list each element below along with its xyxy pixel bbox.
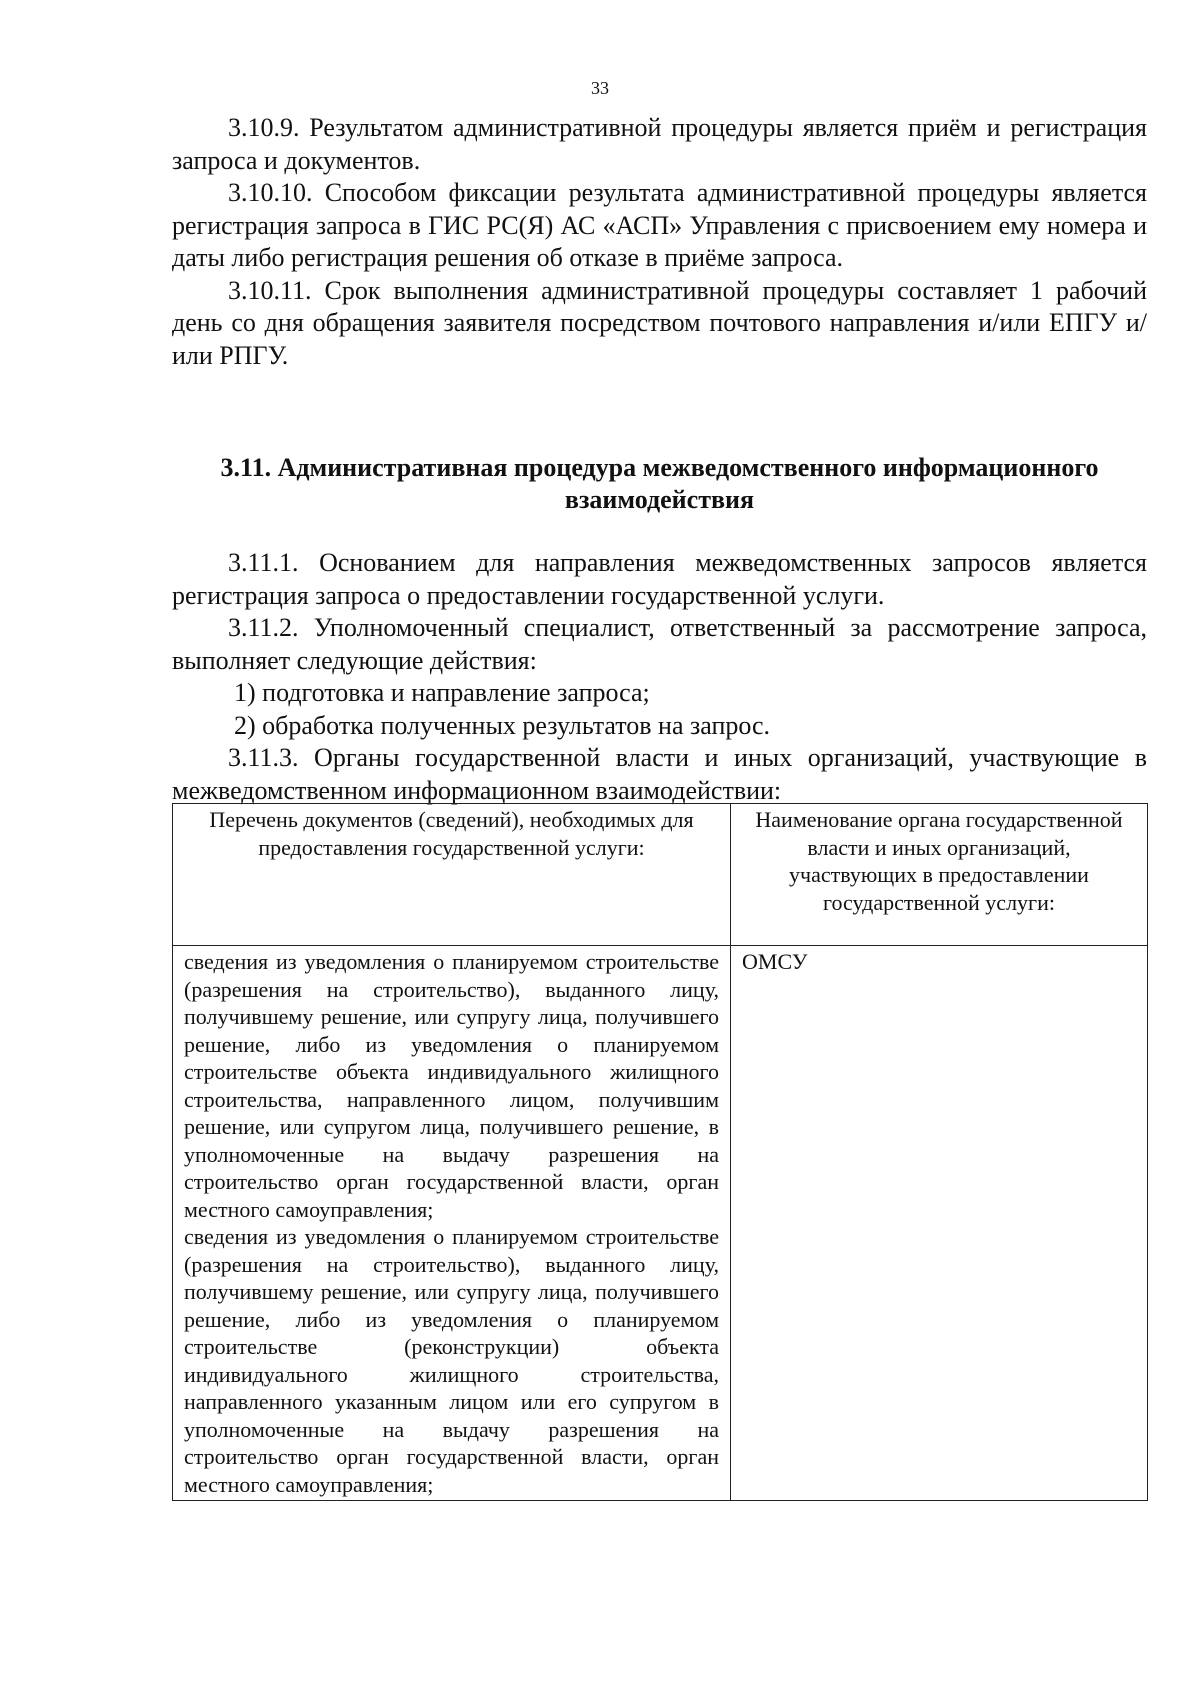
- paragraphs-3-10: [172, 112, 1147, 372]
- section-heading-line2: взаимодействия: [564, 485, 755, 514]
- paragraph-3-10-11: 3.10.11. Срок выполнения административной процедуры составляет 1 рабочий день со дня обращения заявителя посредством почтового направления и/или ЕПГУ и/или РПГУ.: [172, 275, 1147, 370]
- paragraph-3-11-1: 3.11.1. Основанием для направления межведомственных запросов является регистрация запроса о предоставлении государственной услуги.: [172, 548, 1147, 610]
- header-documents: Перечень документов (сведений), необходимых для предоставления государственной услуги:: [173, 804, 731, 946]
- paragraph-3-11-2: 3.11.2. Уполномоченный специалист, ответственный за рассмотрение запроса, выполняет следующие действия:: [172, 613, 1147, 675]
- paragraph-3-10-9: 3.10.9. Результатом административной процедуры является приём и регистрация запроса и документов.: [172, 113, 1147, 175]
- paragraphs-3-11: [172, 547, 1147, 807]
- paragraph-3-10-10: 3.10.10. Способом фиксации результата административной процедуры является регистрация запроса в ГИС РС(Я) АС «АСП» Управления с присвоением ему номера и даты либо регистрация решения об отказе в приёме запроса.: [172, 178, 1147, 272]
- list-item-1: 1) подготовка и направление запроса;: [234, 678, 650, 707]
- section-heading-line1: 3.11. Административная процедура межведомственного информационного: [220, 453, 1099, 482]
- document-item-2: сведения из уведомления о планируемом строительстве (разрешения на строительство), выданного лицу, получившему решение, или супругу лица, получившего решение, либо из уведомления о планируемом строительстве (реконструкции) объекта индивидуального жилищного строительства, направленного указанным лицом или его супругом в уполномоченные на выдачу разрешения на строительство орган государственной власти, орган местного самоуправления;: [184, 1224, 719, 1497]
- table-row: [173, 946, 1148, 1501]
- interagency-table: [172, 803, 1148, 1501]
- header-organization: Наименование органа государственной власти и иных организаций, участвующих в предоставлении государственной услуги:: [731, 804, 1148, 946]
- cell-documents: [173, 946, 731, 1501]
- section-heading-3-11: [172, 452, 1147, 516]
- page-number: 33: [591, 78, 609, 98]
- list-item-2: 2) обработка полученных результатов на запрос.: [234, 710, 771, 740]
- table-header-row: [173, 804, 1148, 946]
- paragraph-3-11-3: 3.11.3. Органы государственной власти и иных организаций, участвующие в межведомственном информационном взаимодействии:: [172, 743, 1147, 805]
- cell-organization: ОМСУ: [731, 946, 1148, 1501]
- document-item-1: сведения из уведомления о планируемом строительстве (разрешения на строительство), выданного лицу, получившему решение, или супругу лица, получившего решение, либо из уведомления о планируемом строительстве объекта индивидуального жилищного строительства, направленного лицом, получившим решение, или супругом лица, получившего решение, в уполномоченные на выдачу разрешения на строительство орган государственной власти, орган местного самоуправления;: [184, 949, 719, 1222]
